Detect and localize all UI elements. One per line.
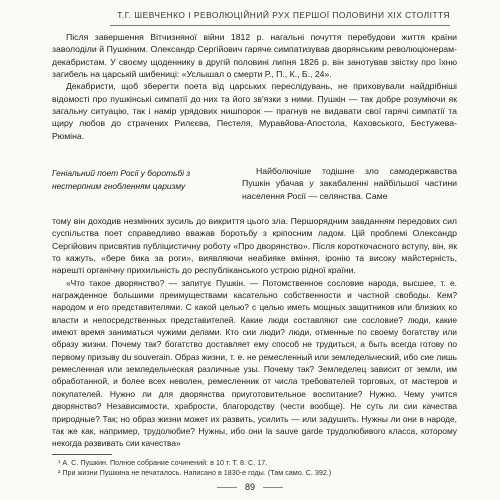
footnote-2: ² При жизни Пушкина не печаталось. Написано в 1830-е годы. (Там само. С. 392.) bbox=[58, 467, 332, 477]
paragraph-3-continued: тому він доходив незмінних зусиль до викриття цього зла. Першорядним завданням передових сил суспільства поет справедливо вважав боротьбу з кріпосним ладом. Цій проблемі Олександр Сергійович присвятив публіцистичну роботу «Про дворянство». Після короткочасного вступу, він, як то кажуть, «бере бика за роги», виявляючи неабияке вміння, іронію та високу майстерність, нарешті органічну прихильність до республіканського устрою рідної країни. bbox=[52, 216, 457, 276]
text-beside-heading bbox=[242, 165, 457, 202]
footnotes bbox=[58, 458, 458, 477]
text-block-main bbox=[52, 215, 457, 450]
paragraph-3-start: Найболючіше тодішне зло самодержавства Пушкін убачав у закабаленні найбільшої частини населення Росії — селянства. Саме bbox=[242, 166, 457, 201]
folio-rule-left bbox=[217, 487, 237, 488]
pushkin-quote: «Что такое дворянство? — запитує Пушкін. — Потомственное сословие народа, высшее, т. е. награжденное большими преимуществами касательно собственности и частной свободы. Кем? народом и его представителями. С какой целью? с целью иметь мощных защитников или близких ко власти и непосредственных представителей. Какие люди составляют сие сословие? люди, какие имеют время заниматься чужими делами. Кто сии люди? люди, отменные по своему богатству или образу жизни. Почему так? богатство доставляет ему способ не трудиться, а быть всегда готову по первому призыву du souverain. Образ жизни, т. е. не ремесленный или земледельческий, ибо сие лишь ремесленная или земледельческая различные узы. Почему так? Земледелец зависит от земли, им обработанной, и более всех неволен, ремесленник от числа требователей торговых, от мастеров и покупателей. Нужно ли для дворянства приуготовительное воспитание? Нужно. Чему учится дворянство? Независимости, храбрости, благородству (чести вообще). Не суть ли сии качества природные? Так; но образ жизни может их развить, усилить — или задушить. Нужны ли они в народе, так же как, например, трудолюбие? Нужны, ибо они la sauve garde трудолюбивого класса, которому некогда развивать сии качества» bbox=[52, 277, 457, 449]
running-head bbox=[110, 10, 450, 26]
margin-heading: Геніальний поет Росії у боротьбі з нестерпним гнобленням царизму bbox=[52, 168, 191, 191]
text-block-top bbox=[52, 31, 457, 142]
folio-rule-right bbox=[263, 487, 283, 488]
footnote-1: ¹ А. С. Пушкин. Полное собрание сочинений: в 10 т. Т. 8. С. 17. bbox=[58, 458, 268, 467]
running-head-text: Т.Г. ШЕВЧЕНКО І РЕВОЛЮЦІЙНИЙ РУХ ПЕРШОЇ ПОЛОВИНИ ХІХ СТОЛІТТЯ bbox=[117, 10, 450, 20]
paragraph-1: Після завершення Вітчизняної війни 1812 р. нагальні почуття перебудови життя країни заволоділи й Пушкіним. Олександр Сергійович гаряче симпатизував дворянським революціонерам-декабристам. У своєму щоденнику в другій половині липня 1826 р. він занотував звістку про їхню загибель на царській шибениці: «Услышал о смерти Р., П., К., Б., 24». bbox=[52, 32, 457, 80]
footnote-rule bbox=[52, 454, 112, 455]
page-number: 89 bbox=[244, 482, 255, 492]
paragraph-2: Декабристи, щоб зберегти поета від царських переслідувань, не приховували найдрібніші відомості про пушкінські симпатії до них та його зв'язки з ними. Пушкін — так добре розуміючи як загальну ситуацію, так і намір урядових нишпорок — прагнув не видавати свої гарячі симпатії та щиру любов до страчених Рилєєва, Пестеля, Муравйова-Апостола, Каховського, Бестужева-Рюміна. bbox=[52, 81, 457, 141]
page-number-area bbox=[0, 482, 500, 492]
